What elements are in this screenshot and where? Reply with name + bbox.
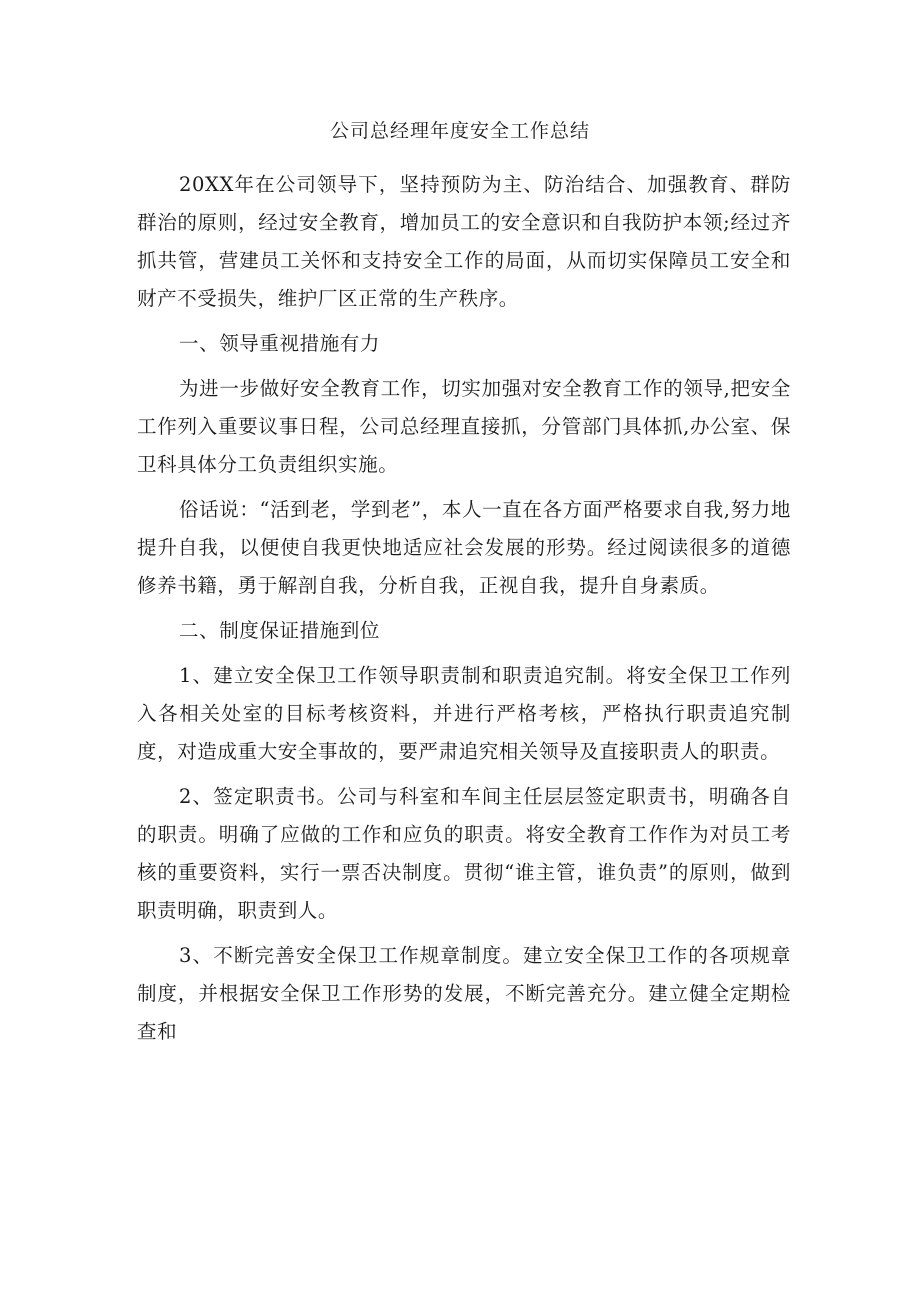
intro-paragraph: 20XX年在公司领导下，坚持预防为主、防治结合、加强教育、群防群治的原则，经过安全教育，增加员工的安全意识和自我防护本领;经过齐抓共管，营建员工关怀和支持安全工作的局面，从而切实保障员工安全和财产不受损失，维护厂区正常的生产秩序。 bbox=[137, 173, 791, 310]
section-2-item-3: 3、不断完善安全保卫工作规章制度。建立安全保卫工作的各项规章制度，并根据安全保卫工作形势的发展，不断完善充分。建立健全定期检查和 bbox=[137, 944, 791, 1043]
section-1-paragraph-1: 为进一步做好安全教育工作，切实加强对安全教育工作的领导,把安全工作列入重要议事日程，公司总经理直接抓，分管部门具体抓,办公室、保卫科具体分工负责组织实施。 bbox=[137, 377, 791, 476]
section-1-paragraph-2: 俗话说：“活到老，学到老”，本人一直在各方面严格要求自我,努力地提升自我，以便使自我更快地适应社会发展的形势。经过阅读很多的道德修养书籍，勇于解剖自我，分析自我，正视自我，提升自身素质。 bbox=[137, 498, 791, 597]
section-heading-1: 一、领导重视措施有力 bbox=[179, 332, 381, 355]
document-title: 公司总经理年度安全工作总结 bbox=[329, 120, 590, 142]
section-2-item-2: 2、签定职责书。公司与科室和车间主任层层签定职责书，明确各自的职责。明确了应做的工作和应负的职责。将安全教育工作作为对员工考核的重要资料，实行一票否决制度。贯彻“谁主管，谁负责”的原则，做到职责明确，职责到人。 bbox=[137, 785, 791, 922]
document-body bbox=[137, 166, 791, 1058]
section-2-item-1: 1、建立安全保卫工作领导职责制和职责追究制。将安全保卫工作列入各相关处室的目标考核资料，并进行严格考核，严格执行职责追究制度，对造成重大安全事故的，要严肃追究相关领导及直接职责人的职责。 bbox=[137, 664, 791, 763]
section-heading-2: 二、制度保证措施到位 bbox=[179, 619, 381, 642]
